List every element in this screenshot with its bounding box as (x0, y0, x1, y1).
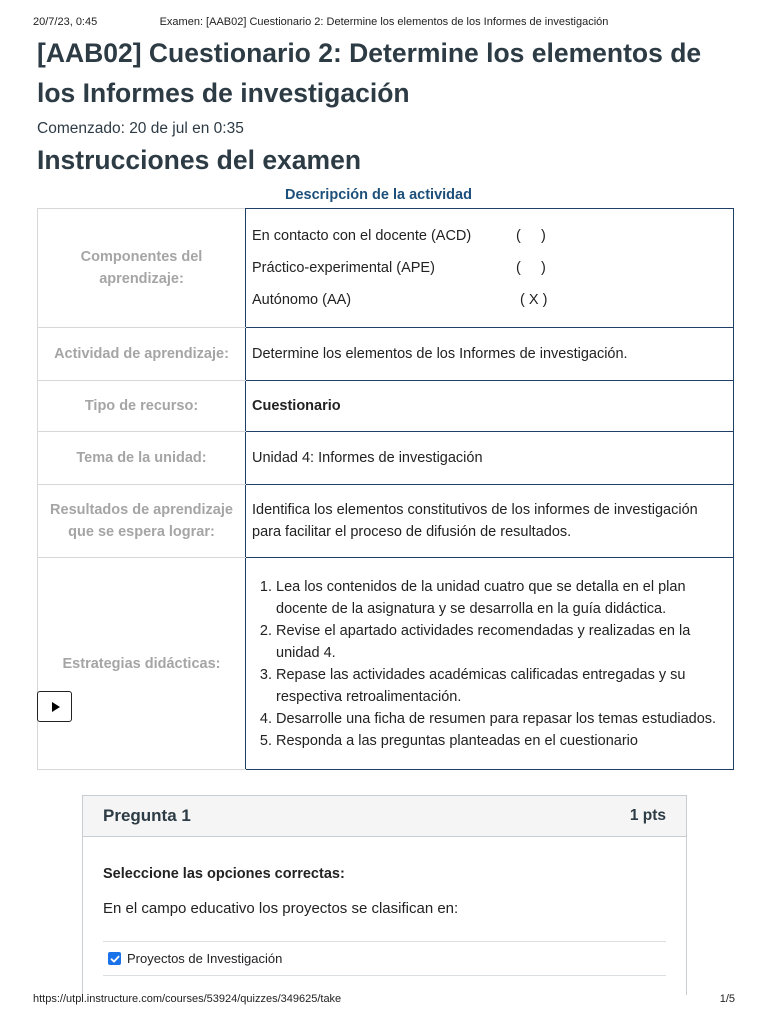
label-componentes: Componentes del aprendizaje: (38, 209, 246, 328)
strategy-item: 2. Revise el apartado actividades recomendadas y realizadas en la unidad 4. (276, 620, 727, 664)
value-resultados: Identifica los elementos constitutivos de los informes de investigación para facilitar el proceso de difusión de resultados. (246, 485, 734, 558)
component-name: Práctico-experimental (APE) (252, 260, 435, 276)
question-text: En el campo educativo los proyectos se clasifican en: (103, 900, 459, 917)
print-url: https://utpl.instructure.com/courses/53924/quizzes/349625/take (33, 993, 342, 1005)
print-footer (33, 993, 735, 1007)
component-mark: ( ) (516, 260, 546, 276)
question-card (82, 795, 687, 995)
print-header (33, 16, 735, 30)
instructions-heading: Instrucciones del examen (37, 145, 362, 175)
label-estrategias (38, 558, 246, 770)
play-icon (52, 702, 60, 712)
print-date: 20/7/23, 0:45 (33, 16, 98, 28)
label-resultados: Resultados de aprendizaje que se espera lograr: (38, 485, 246, 558)
strategy-item: 5. Responda a las preguntas planteadas en el cuestionario (276, 730, 727, 752)
question-header (83, 796, 686, 837)
check-icon (110, 954, 120, 964)
answer-label: Proyectos de Investigación (127, 951, 283, 966)
row-actividad (38, 328, 734, 381)
quiz-title: [AAB02] Cuestionario 2: Determine los elementos de los Informes de investigación (37, 38, 702, 108)
value-tema-unidad: Unidad 4: Informes de investigación (246, 432, 734, 485)
question-name: Pregunta 1 (103, 806, 191, 825)
component-mark: ( X ) (516, 292, 548, 308)
activity-description-table (37, 208, 734, 770)
strategy-item: 3. Repase las actividades académicas calificadas entregadas y su respectiva retroalimentación. (276, 664, 727, 708)
label-tipo-recurso: Tipo de recurso: (38, 381, 246, 432)
label-actividad: Actividad de aprendizaje: (38, 328, 246, 381)
value-estrategias (246, 558, 734, 770)
media-play-button[interactable] (37, 691, 72, 722)
print-page-number: 1/5 (719, 993, 735, 1005)
answer-checkbox[interactable] (108, 952, 121, 965)
answer-option[interactable] (103, 941, 666, 976)
component-name: En contacto con el docente (ACD) (252, 228, 472, 244)
label-estrategias-text: Estrategias didácticas: (62, 655, 221, 672)
quiz-started-time: Comenzado: 20 de jul en 0:35 (37, 120, 244, 137)
question-prompt: Seleccione las opciones correctas: (103, 866, 345, 882)
strategy-item: 4. Desarrolle una ficha de resumen para repasar los temas estudiados. (276, 708, 727, 730)
component-mark: ( ) (516, 228, 546, 244)
label-tema-unidad: Tema de la unidad: (38, 432, 246, 485)
row-estrategias (38, 558, 734, 770)
row-resultados (38, 485, 734, 558)
value-tipo-recurso: Cuestionario (246, 381, 734, 432)
strategies-list (252, 576, 727, 752)
value-componentes (246, 209, 734, 328)
activity-description-caption: Descripción de la actividad (285, 187, 472, 203)
value-actividad: Determine los elementos de los Informes de investigación. (246, 328, 734, 381)
component-item (252, 284, 727, 316)
component-item (252, 220, 727, 252)
component-item (252, 252, 727, 284)
print-document-title: Examen: [AAB02] Cuestionario 2: Determine los elementos de los Informes de investigación (159, 16, 609, 28)
question-points: 1 pts (629, 807, 666, 824)
row-tema-unidad (38, 432, 734, 485)
strategy-item: 1. Lea los contenidos de la unidad cuatro que se detalla en el plan docente de la asignatura y se desarrolla en la guía didáctica. (276, 576, 727, 620)
row-tipo-recurso (38, 381, 734, 432)
component-name: Autónomo (AA) (252, 292, 352, 308)
row-componentes (38, 209, 734, 328)
